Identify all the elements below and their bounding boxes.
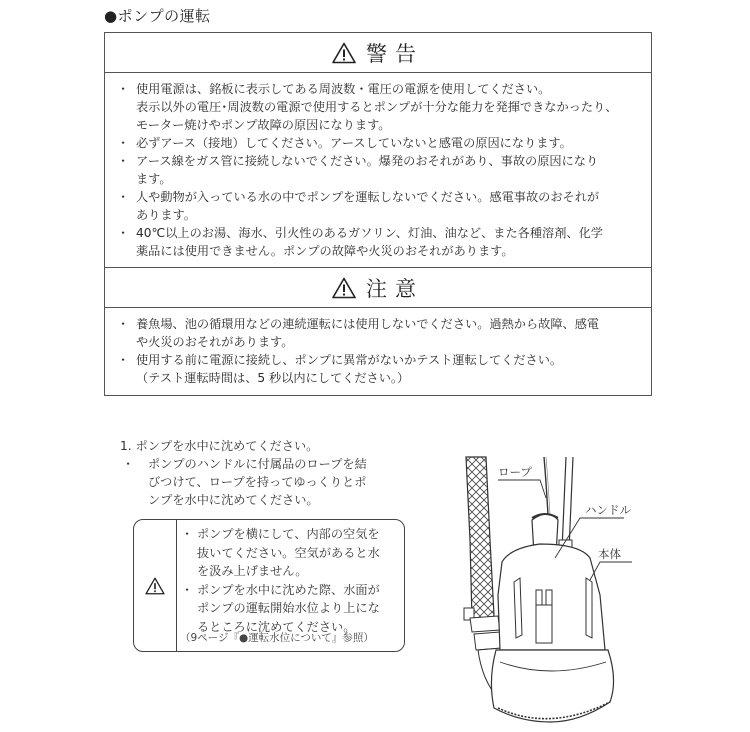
label-handle: ハンドル bbox=[585, 503, 631, 517]
warning-header bbox=[105, 33, 651, 73]
warning-item: ・ アース線をガス管に接続しないでください。爆発のおそれがあり、事故の原因になり ます。 bbox=[121, 152, 641, 188]
caution-item: ・ 養魚場、池の循環用などの連続運転には使用しないでください。過熱から故障、感電 や火災のおそれがあります。 bbox=[121, 315, 641, 351]
label-body: 本体 bbox=[598, 547, 621, 561]
note-item: ・ ポンプを横にして、内部の空気を 抜いてください。空気があると水 を汲み上げません。 bbox=[184, 525, 400, 581]
step-1-title: 1. ポンプを水中に沈めてください。 bbox=[120, 439, 319, 453]
pump-illustration bbox=[440, 440, 650, 728]
label-rope: ロープ bbox=[498, 465, 532, 479]
step-1 bbox=[120, 437, 367, 509]
warning-item: ・ 使用電源は、銘板に表示してある周波数・電圧の電源を使用してください。 表示以外の電圧･周波数の電源で使用するとポンプが十分な能力を発揮できなかったり、 モーター焼けやポンプ故障の原因になります。 bbox=[121, 80, 641, 134]
step-1-detail: ・ ポンプのハンドルに付属品のロープを結 びつけて、ロープを持ってゆっくりとポ ンプを水中に沈めてください。 bbox=[120, 455, 367, 509]
caution-body bbox=[105, 308, 651, 395]
caution-label: 注意 bbox=[366, 276, 424, 301]
note-icon-cell bbox=[134, 520, 177, 651]
note-list bbox=[184, 525, 400, 636]
warning-item: ・ 40℃以上のお湯、海水、引火性のあるガソリン、灯油、油など、また各種溶剤、化学 薬品には使用できません。ポンプの故障や火災のおそれがあります。 bbox=[121, 224, 641, 260]
caution-list bbox=[121, 315, 641, 387]
section-title: ●ポンプの運転 bbox=[104, 7, 211, 25]
warning-triangle-icon bbox=[332, 42, 356, 64]
warning-triangle-icon bbox=[145, 577, 165, 595]
caution-note-box bbox=[133, 519, 405, 652]
page-reference: （9ページ『●運転水位について』参照） bbox=[180, 632, 374, 644]
caution-item: ・ 使用する前に電源に接続し、ポンプに異常がないかテスト運転してください。 （テスト運転時間は、5 秒以内にしてください。） bbox=[121, 351, 641, 387]
warning-label: 警告 bbox=[366, 41, 424, 66]
warning-list bbox=[121, 80, 641, 260]
caution-header bbox=[105, 268, 651, 308]
warning-item: ・ 必ずアース（接地）してください。アースしていないと感電の原因になります。 bbox=[121, 134, 641, 152]
note-item: ・ ポンプを水中に沈めた際、水面が ポンプの運転開始水位より上にな るところに沈めてください。 bbox=[184, 581, 400, 637]
warning-triangle-icon bbox=[332, 277, 356, 299]
warning-item: ・ 人や動物が入っている水の中でポンプを運転しないでください。感電事故のおそれが あります。 bbox=[121, 188, 641, 224]
warning-body bbox=[105, 73, 651, 268]
safety-box bbox=[104, 32, 652, 396]
pump-drawing bbox=[440, 440, 650, 728]
